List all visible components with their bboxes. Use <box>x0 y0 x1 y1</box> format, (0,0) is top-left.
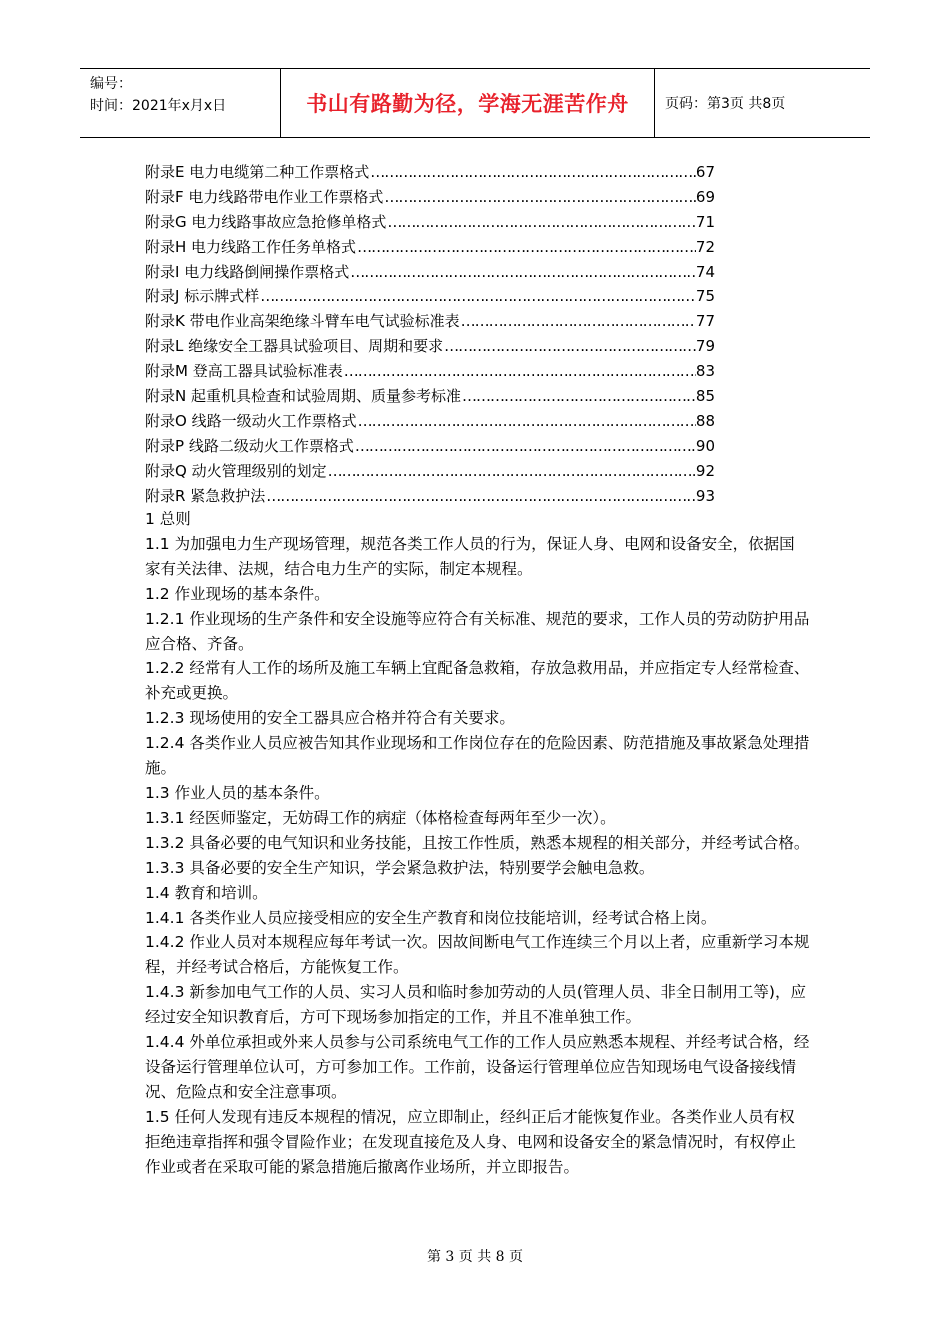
toc-entry[interactable] <box>145 185 715 210</box>
toc-entry-page: 71 <box>695 212 715 231</box>
toc-entry-label: 附录I 电力线路倒闸操作票格式 <box>145 262 350 281</box>
toc-entry-label: 附录H 电力线路工作任务单格式 <box>145 237 357 256</box>
document-body <box>145 507 810 1179</box>
toc-entry[interactable] <box>145 260 715 285</box>
body-paragraph: 1.4.2 作业人员对本规程应每年考试一次。因故间断电气工作连续三个月以上者，应重新学习本规程，并经考试合格后，方能恢复工作。 <box>145 933 810 977</box>
toc-leader-dots <box>357 409 696 434</box>
toc-entry-page: 93 <box>695 486 715 505</box>
toc-entry-label: 附录L 绝缘安全工器具试验项目、周期和要求 <box>145 337 444 356</box>
body-paragraph: 1.3.3 具备必要的安全生产知识，学会紧急救护法，特别要学会触电急救。 <box>145 858 655 877</box>
toc-entry[interactable] <box>145 484 715 509</box>
body-paragraph: 1 总则 <box>145 510 191 528</box>
toc-entry[interactable] <box>145 334 715 359</box>
toc-entry[interactable] <box>145 235 715 260</box>
body-paragraph: 1.5 任何人发现有违反本规程的情况，应立即制止，经纠正后才能恢复作业。各类作业人员有权拒绝违章指挥和强令冒险作业；在发现直接危及人身、电网和设备安全的紧急情况时，有权停止作业或者在采取可能的紧急措施后撤离作业场所，并立即报告。 <box>145 1107 797 1176</box>
toc-entry-label: 附录P 线路二级动火工作票格式 <box>145 436 354 455</box>
body-paragraph: 1.2.1 作业现场的生产条件和安全设施等应符合有关标准、规范的要求，工作人员的劳动防护用品应合格、齐备。 <box>145 609 810 653</box>
document-date: 时间：2021年x月x日 <box>90 98 227 114</box>
toc-entry-page: 90 <box>695 436 715 455</box>
document-number-label: 编号： <box>90 76 132 92</box>
toc-entry-label: 附录M 登高工器具试验标准表 <box>145 362 343 381</box>
page-header <box>80 68 870 138</box>
toc-leader-dots <box>386 210 696 235</box>
body-paragraph: 1.3.2 具备必要的电气知识和业务技能，且按工作性质，熟悉本规程的相关部分，并经考试合格。 <box>145 833 810 852</box>
toc-entry-page: 72 <box>695 237 715 256</box>
toc-entry-label: 附录Q 动火管理级别的划定 <box>145 461 327 480</box>
toc-entry[interactable] <box>145 210 715 235</box>
toc-leader-dots <box>327 459 696 484</box>
toc-entry-page: 83 <box>695 362 715 381</box>
toc-leader-dots <box>356 235 696 260</box>
toc-entry-page: 74 <box>695 262 715 281</box>
header-motto-cell <box>280 69 655 137</box>
body-paragraph: 1.2.2 经常有人工作的场所及施工车辆上宜配备急救箱，存放急救用品，并应指定专人经常检查、补充或更换。 <box>145 659 810 703</box>
toc-leader-dots <box>349 260 696 285</box>
page-footer: 第 3 页 共 8 页 <box>426 1249 524 1265</box>
header-meta <box>80 69 280 137</box>
toc-entry[interactable] <box>145 434 715 459</box>
toc-leader-dots <box>259 284 696 309</box>
toc-leader-dots <box>343 359 696 384</box>
toc-entry-page: 92 <box>695 461 715 480</box>
toc-entry-page: 79 <box>695 337 715 356</box>
toc-entry[interactable] <box>145 160 715 185</box>
toc-entry[interactable] <box>145 459 715 484</box>
body-paragraph: 1.2.4 各类作业人员应被告知其作业现场和工作岗位存在的危险因素、防范措施及事故紧急处理措施。 <box>145 734 810 778</box>
toc-entry[interactable] <box>145 384 715 409</box>
toc-entry[interactable] <box>145 409 715 434</box>
toc-entry-page: 77 <box>695 312 715 331</box>
toc-entry[interactable] <box>145 359 715 384</box>
toc-leader-dots <box>461 384 696 409</box>
toc-entry[interactable] <box>145 309 715 334</box>
toc-entry-label: 附录K 带电作业高架绝缘斗臂车电气试验标准表 <box>145 312 460 331</box>
header-page-info: 页码：第3页 共8页 <box>665 96 786 112</box>
toc-leader-dots <box>369 160 696 185</box>
header-motto: 书山有路勤为径，学海无涯苦作舟 <box>306 91 629 116</box>
toc-entry-label: 附录N 起重机具检查和试验周期、质量参考标准 <box>145 387 461 406</box>
body-paragraph: 1.4 教育和培训。 <box>145 883 268 902</box>
toc-leader-dots <box>460 309 696 334</box>
toc-entry[interactable] <box>145 284 715 309</box>
body-paragraph: 1.4.4 外单位承担或外来人员参与公司系统电气工作的工作人员应熟悉本规程、并经考试合格，经设备运行管理单位认可，方可参加工作。工作前，设备运行管理单位应告知现场电气设备接线情况、危险点和安全注意事项。 <box>145 1033 810 1101</box>
toc-entry-label: 附录J 标示牌式样 <box>145 287 260 306</box>
toc-entry-page: 85 <box>695 387 715 406</box>
body-paragraph: 1.3.1 经医师鉴定，无妨碍工作的病症（体格检查每两年至少一次）。 <box>145 808 616 827</box>
body-paragraph: 1.2.3 现场使用的安全工器具应合格并符合有关要求。 <box>145 709 515 728</box>
toc-entry-page: 69 <box>695 187 715 206</box>
body-paragraph: 1.4.3 新参加电气工作的人员、实习人员和临时参加劳动的人员(管理人员、非全日制用工等)，应经过安全知识教育后，方可下现场参加指定的工作，并且不准单独工作。 <box>145 983 806 1027</box>
toc-leader-dots <box>265 484 696 509</box>
toc-entry-page: 88 <box>695 411 715 430</box>
toc-leader-dots <box>354 434 696 459</box>
toc-entry-label: 附录O 线路一级动火工作票格式 <box>145 411 357 430</box>
body-paragraph: 1.3 作业人员的基本条件。 <box>145 783 330 802</box>
toc-leader-dots <box>383 185 696 210</box>
body-paragraph: 1.2 作业现场的基本条件。 <box>145 584 330 603</box>
body-paragraph: 1.1 为加强电力生产现场管理，规范各类工作人员的行为，保证人身、电网和设备安全，依据国家有关法律、法规，结合电力生产的实际，制定本规程。 <box>145 534 795 578</box>
toc-entry-page: 75 <box>695 287 715 306</box>
toc-entry-label: 附录F 电力线路带电作业工作票格式 <box>145 187 384 206</box>
table-of-contents <box>145 160 715 508</box>
toc-entry-label: 附录E 电力电缆第二种工作票格式 <box>145 163 370 181</box>
toc-entry-page: 67 <box>695 163 715 181</box>
toc-entry-label: 附录G 电力线路事故应急抢修单格式 <box>145 212 387 231</box>
toc-leader-dots <box>443 334 696 359</box>
toc-entry-label: 附录R 紧急救护法 <box>145 486 266 505</box>
body-paragraph: 1.4.1 各类作业人员应接受相应的安全生产教育和岗位技能培训，经考试合格上岗。 <box>145 908 717 927</box>
